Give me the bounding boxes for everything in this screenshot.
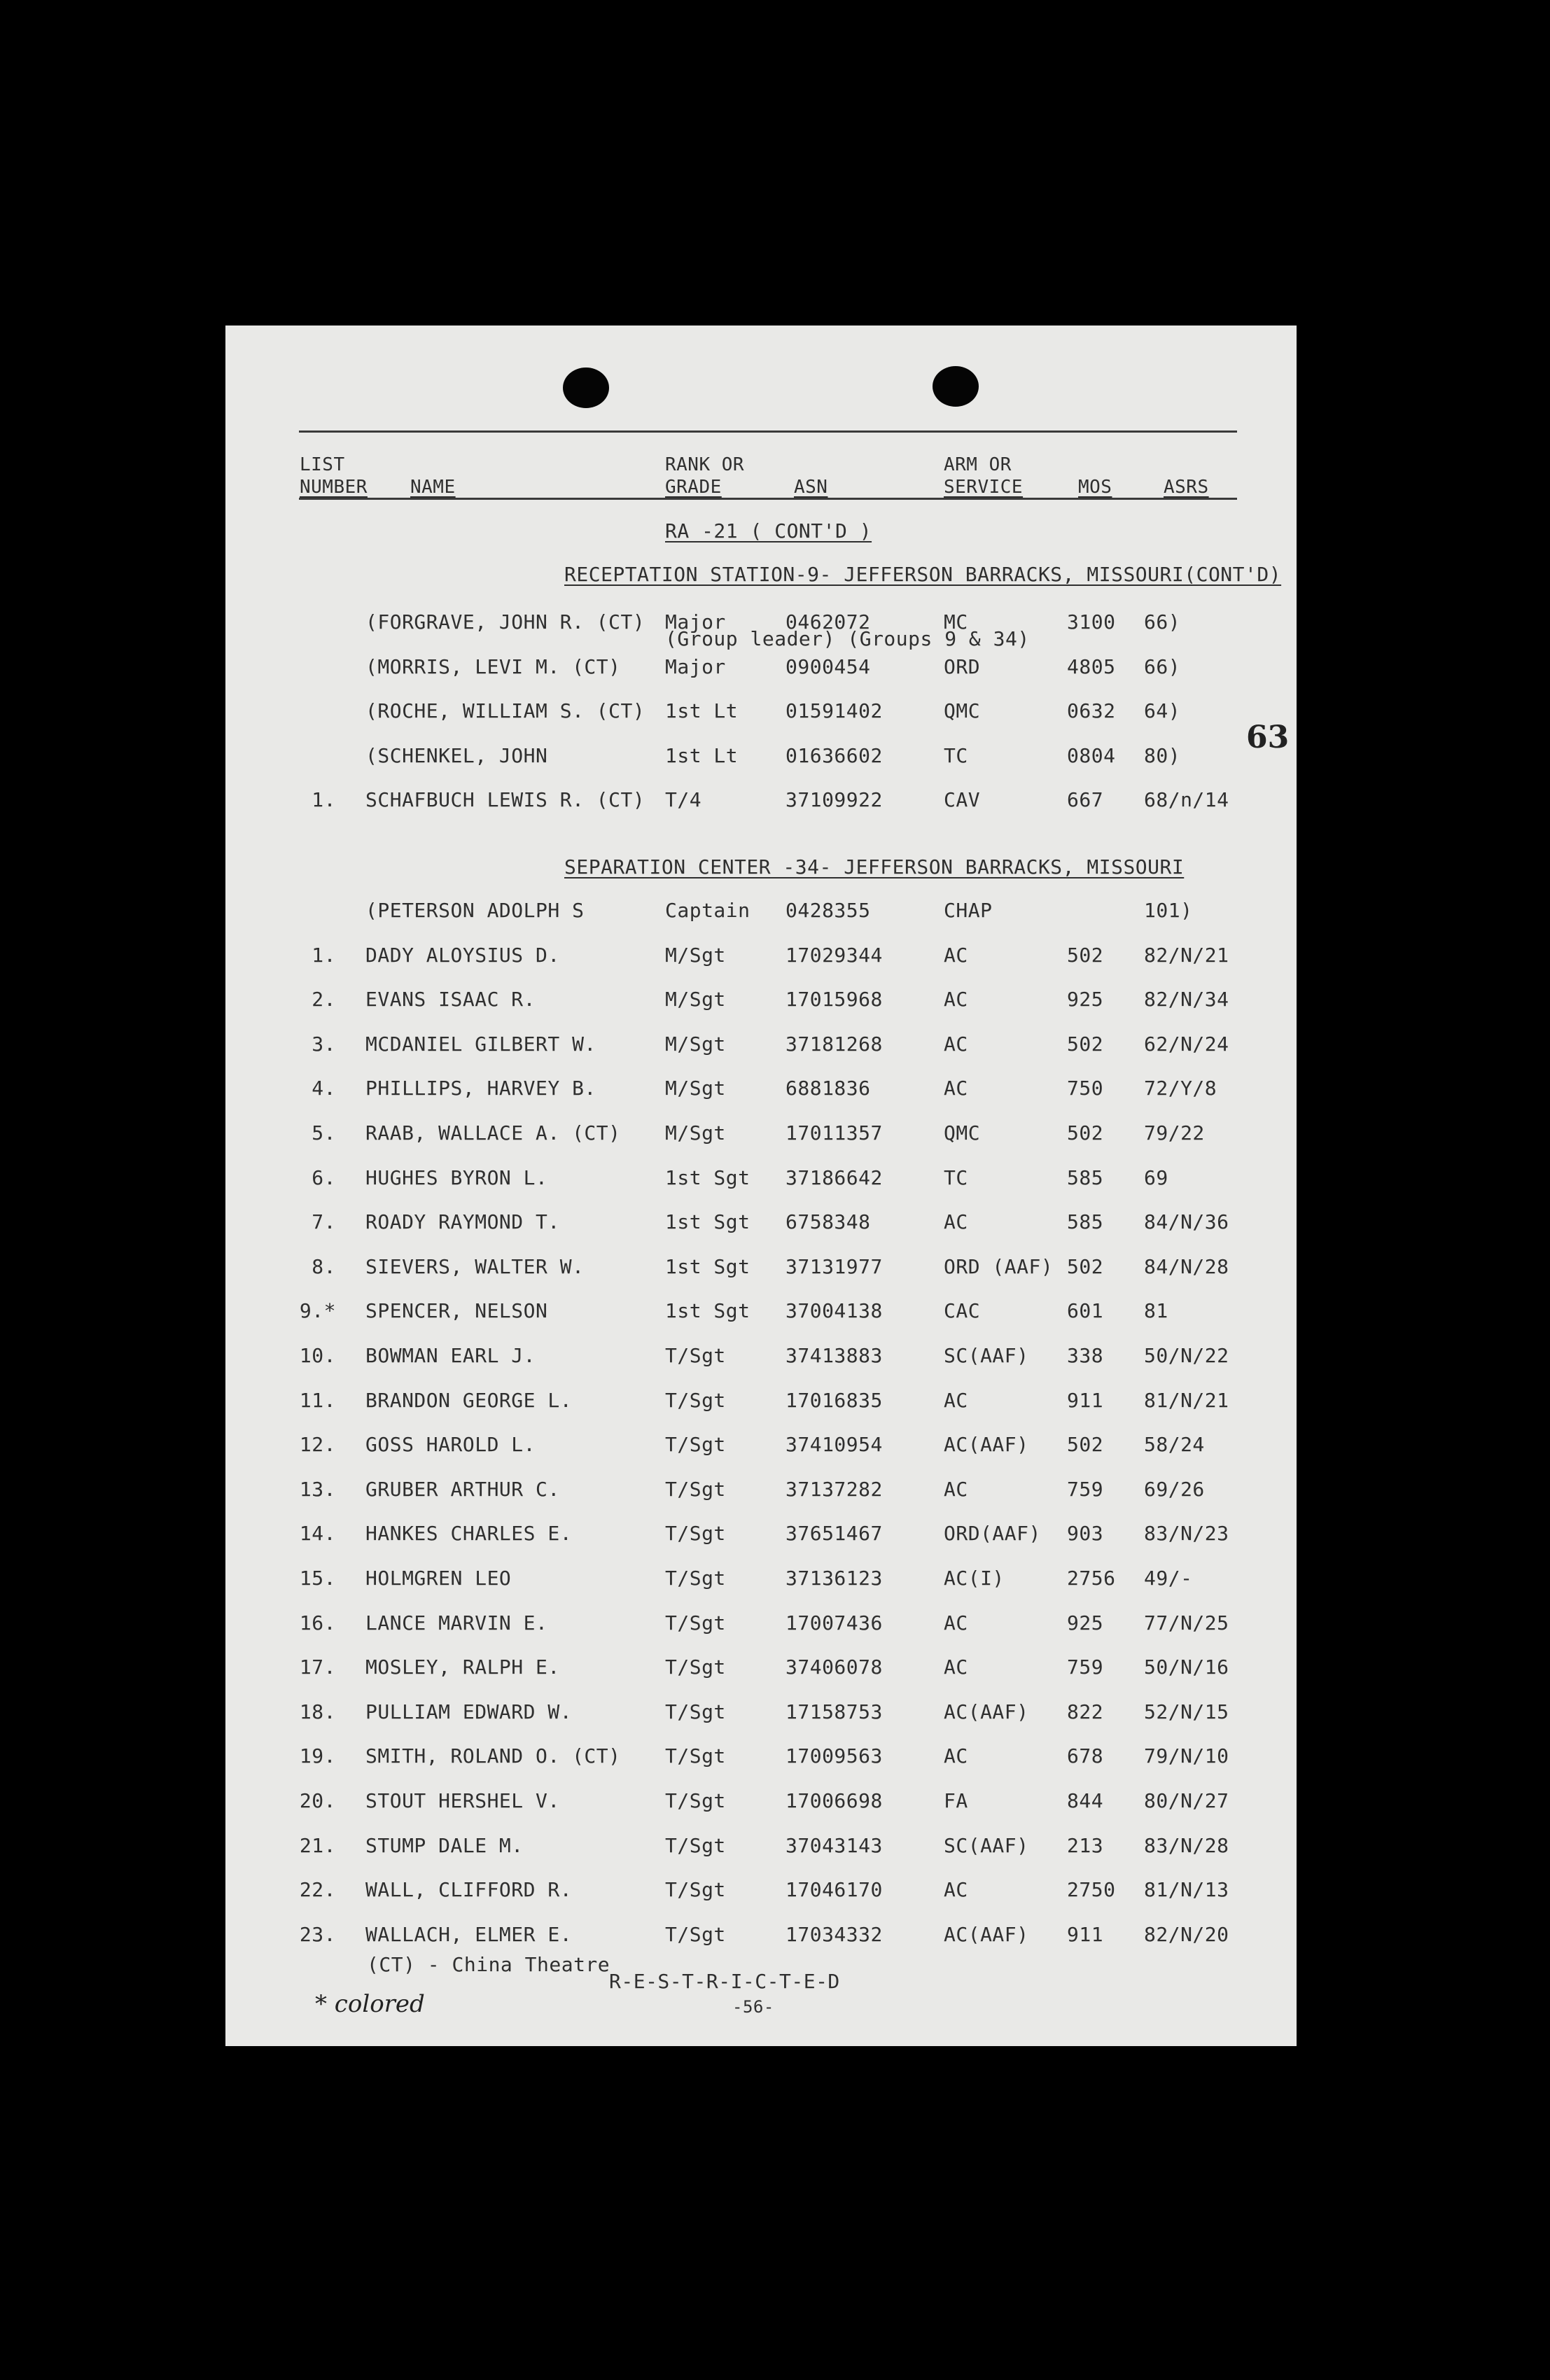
cell-name: HOLMGREN LEO [365, 1567, 512, 1590]
cell-name: (MORRIS, LEVI M. (CT) [365, 654, 621, 678]
cell-grade: M/Sgt [665, 1121, 726, 1144]
cell-arm: TC [944, 1166, 968, 1189]
cell-arm: QMC [944, 699, 981, 722]
cell-mos: 502 [1067, 1032, 1104, 1056]
header-arm-2: SERVICE [944, 477, 1024, 498]
cell-mos: 502 [1067, 943, 1104, 967]
cell-name: BRANDON GEORGE L. [365, 1388, 573, 1412]
cell-mos: 903 [1067, 1522, 1104, 1546]
cell-num: 16. [299, 1611, 336, 1634]
cell-name: EVANS ISAAC R. [365, 988, 536, 1011]
table-row [225, 1879, 1297, 1907]
cell-name: STOUT HERSHEL V. [365, 1789, 560, 1812]
cell-asrs: 79/22 [1144, 1121, 1205, 1144]
cell-arm: QMC [944, 1121, 981, 1144]
cell-asrs: 77/N/25 [1144, 1611, 1229, 1634]
header-list-number-1: LIST [300, 454, 345, 475]
cell-name: (FORGRAVE, JOHN R. (CT) [365, 610, 645, 634]
table-row [225, 1211, 1297, 1239]
cell-asn: 37131977 [786, 1254, 883, 1278]
handwritten-colored-note: * colored [315, 1990, 425, 2018]
table-row [225, 944, 1297, 972]
cell-asn: 37413883 [786, 1344, 883, 1367]
cell-name: SPENCER, NELSON [365, 1299, 548, 1323]
table-row [225, 1745, 1297, 1773]
cell-grade: 1st Sgt [665, 1254, 750, 1278]
cell-asn: 37651467 [786, 1522, 883, 1546]
cell-mos: 2756 [1067, 1567, 1116, 1590]
cell-asrs: 83/N/23 [1144, 1522, 1229, 1546]
table-row [225, 899, 1297, 927]
cell-name: WALL, CLIFFORD R. [365, 1878, 573, 1902]
cell-num: 2. [312, 988, 336, 1011]
table-row [225, 745, 1297, 773]
cell-arm: AC(AAF) [944, 1922, 1029, 1946]
footer-page-number: -56- [732, 1997, 774, 2017]
cell-asn: 17046170 [786, 1878, 883, 1902]
table-row [225, 1790, 1297, 1818]
cell-asn: 6881836 [786, 1077, 871, 1100]
cell-arm: AC [944, 1032, 968, 1056]
cell-name: STUMP DALE M. [365, 1833, 524, 1857]
cell-arm: AC [944, 1388, 968, 1412]
cell-grade: T/Sgt [665, 1522, 726, 1546]
cell-name: PHILLIPS, HARVEY B. [365, 1077, 596, 1100]
cell-asrs: 62/N/24 [1144, 1032, 1229, 1056]
cell-grade: Major [665, 610, 726, 634]
cell-num: 3. [312, 1032, 336, 1056]
cell-grade: 1st Sgt [665, 1299, 750, 1323]
cell-asrs: 50/N/16 [1144, 1656, 1229, 1679]
table-row [225, 1434, 1297, 1462]
cell-arm: MC [944, 610, 968, 634]
cell-mos: 911 [1067, 1388, 1104, 1412]
side-page-number: 63 [1246, 720, 1290, 755]
cell-asrs: 81/N/13 [1144, 1878, 1229, 1902]
cell-asrs: 82/N/21 [1144, 943, 1229, 967]
cell-grade: 1st Sgt [665, 1210, 750, 1234]
cell-num: 4. [312, 1077, 336, 1100]
table-row [225, 700, 1297, 728]
cell-num: 20. [299, 1789, 336, 1812]
cell-grade: T/Sgt [665, 1922, 726, 1946]
cell-asn: 37004138 [786, 1299, 883, 1323]
cell-asrs: 58/24 [1144, 1433, 1205, 1457]
cell-mos: 601 [1067, 1299, 1104, 1323]
cell-grade: M/Sgt [665, 1032, 726, 1056]
punch-hole-left [563, 368, 609, 408]
header-asrs: ASRS [1164, 477, 1209, 498]
cell-asrs: 84/N/36 [1144, 1210, 1229, 1234]
cell-asn: 17158753 [786, 1700, 883, 1723]
cell-name: MOSLEY, RALPH E. [365, 1656, 560, 1679]
cell-name: LANCE MARVIN E. [365, 1611, 548, 1634]
table-row [225, 656, 1297, 684]
cell-asn: 17007436 [786, 1611, 883, 1634]
cell-mos: 213 [1067, 1833, 1104, 1857]
cell-grade: Major [665, 654, 726, 678]
cell-arm: AC [944, 943, 968, 967]
cell-name: GOSS HAROLD L. [365, 1433, 536, 1457]
cell-grade: 1st Lt [665, 743, 739, 767]
cell-asn: 37406078 [786, 1656, 883, 1679]
table-row [225, 1390, 1297, 1418]
cell-num: 6. [312, 1166, 336, 1189]
table-row [225, 1656, 1297, 1684]
table-row [225, 1167, 1297, 1195]
cell-name: DADY ALOYSIUS D. [365, 943, 560, 967]
cell-name: ROADY RAYMOND T. [365, 1210, 560, 1234]
table-row [225, 1122, 1297, 1150]
header-rank-2: GRADE [665, 477, 722, 498]
cell-asrs: 50/N/22 [1144, 1344, 1229, 1367]
subtitle: RA -21 ( CONT'D ) [665, 519, 872, 542]
header-asn: ASN [794, 477, 828, 498]
cell-arm: ORD (AAF) [944, 1254, 1054, 1278]
cell-num: 8. [312, 1254, 336, 1278]
cell-name: (ROCHE, WILLIAM S. (CT) [365, 699, 645, 722]
cell-num: 9.* [299, 1299, 336, 1323]
cell-grade: Captain [665, 899, 750, 922]
header-arm-1: ARM OR [944, 454, 1012, 475]
cell-arm: AC [944, 1210, 968, 1234]
cell-name: PULLIAM EDWARD W. [365, 1700, 573, 1723]
cell-grade: T/4 [665, 788, 702, 811]
cell-num: 13. [299, 1477, 336, 1501]
table-row [225, 1924, 1297, 1952]
cell-grade: T/Sgt [665, 1656, 726, 1679]
cell-mos: 759 [1067, 1477, 1104, 1501]
cell-arm: AC [944, 1611, 968, 1634]
cell-asn: 37136123 [786, 1567, 883, 1590]
cell-asrs: 72/Y/8 [1144, 1077, 1217, 1100]
cell-grade: T/Sgt [665, 1477, 726, 1501]
cell-asrs: 69/26 [1144, 1477, 1205, 1501]
table-row [225, 1835, 1297, 1863]
cell-name: RAAB, WALLACE A. (CT) [365, 1121, 621, 1144]
cell-asn: 6758348 [786, 1210, 871, 1234]
cell-asn: 17016835 [786, 1388, 883, 1412]
cell-grade: T/Sgt [665, 1611, 726, 1634]
cell-mos: 925 [1067, 988, 1104, 1011]
section2-title: SEPARATION CENTER -34- JEFFERSON BARRACKS, MISSOURI [564, 855, 1185, 878]
cell-mos: 678 [1067, 1744, 1104, 1768]
cell-mos: 3100 [1067, 610, 1116, 634]
cell-arm: AC [944, 988, 968, 1011]
cell-name: MCDANIEL GILBERT W. [365, 1032, 596, 1056]
cell-grade: T/Sgt [665, 1388, 726, 1412]
header-mos: MOS [1078, 477, 1112, 498]
cell-mos: 750 [1067, 1077, 1104, 1100]
cell-mos: 502 [1067, 1433, 1104, 1457]
cell-grade: T/Sgt [665, 1344, 726, 1367]
cell-mos: 822 [1067, 1700, 1104, 1723]
cell-num: 17. [299, 1656, 336, 1679]
cell-num: 5. [312, 1121, 336, 1144]
cell-asn: 17015968 [786, 988, 883, 1011]
cell-asn: 37109922 [786, 788, 883, 811]
cell-num: 14. [299, 1522, 336, 1546]
cell-num: 7. [312, 1210, 336, 1234]
cell-mos: 759 [1067, 1656, 1104, 1679]
cell-asrs: 66) [1144, 654, 1181, 678]
cell-num: 12. [299, 1433, 336, 1457]
table-row [225, 1522, 1297, 1550]
cell-grade: T/Sgt [665, 1789, 726, 1812]
cell-grade: M/Sgt [665, 988, 726, 1011]
cell-asrs: 69 [1144, 1166, 1168, 1189]
section1-title: RECEPTATION STATION-9- JEFFERSON BARRACKS, MISSOURI(CONT'D) [564, 563, 1282, 586]
cell-num: 19. [299, 1744, 336, 1768]
header-list-number-2: NUMBER [300, 477, 368, 498]
cell-mos: 844 [1067, 1789, 1104, 1812]
cell-arm: CAV [944, 788, 981, 811]
cell-num: 23. [299, 1922, 336, 1946]
cell-grade: T/Sgt [665, 1833, 726, 1857]
cell-arm: AC [944, 1477, 968, 1501]
cell-arm: AC [944, 1077, 968, 1100]
cell-asrs: 49/- [1144, 1567, 1193, 1590]
cell-grade: M/Sgt [665, 1077, 726, 1100]
cell-grade: T/Sgt [665, 1433, 726, 1457]
cell-num: 10. [299, 1344, 336, 1367]
cell-num: 1. [312, 788, 336, 811]
cell-mos: 4805 [1067, 654, 1116, 678]
cell-asrs: 81/N/21 [1144, 1388, 1229, 1412]
cell-mos: 0632 [1067, 699, 1116, 722]
table-row [225, 1567, 1297, 1595]
cell-mos: 585 [1067, 1210, 1104, 1234]
cell-name: HUGHES BYRON L. [365, 1166, 548, 1189]
cell-arm: CHAP [944, 899, 993, 922]
cell-grade: T/Sgt [665, 1878, 726, 1902]
cell-mos: 2750 [1067, 1878, 1116, 1902]
cell-mos: 338 [1067, 1344, 1104, 1367]
cell-name: (PETERSON ADOLPH S [365, 899, 585, 922]
cell-asrs: 66) [1144, 610, 1181, 634]
document-page [225, 326, 1297, 2046]
header-rank-1: RANK OR [665, 454, 745, 475]
cell-mos: 0804 [1067, 743, 1116, 767]
footer-ct-note: (CT) - China Theatre [367, 1953, 610, 1976]
cell-grade: T/Sgt [665, 1744, 726, 1768]
cell-arm: SC(AAF) [944, 1344, 1029, 1367]
cell-arm: ORD [944, 654, 981, 678]
cell-name: SMITH, ROLAND O. (CT) [365, 1744, 621, 1768]
table-row [225, 1300, 1297, 1328]
cell-arm: FA [944, 1789, 968, 1812]
cell-arm: SC(AAF) [944, 1833, 1029, 1857]
cell-num: 11. [299, 1388, 336, 1412]
group-leader-note: (Group leader) (Groups 9 & 34) [665, 627, 1030, 650]
cell-arm: ORD(AAF) [944, 1522, 1041, 1546]
table-row [225, 1345, 1297, 1373]
cell-asn: 17034332 [786, 1922, 883, 1946]
cell-asrs: 52/N/15 [1144, 1700, 1229, 1723]
cell-arm: CAC [944, 1299, 981, 1323]
cell-asrs: 79/N/10 [1144, 1744, 1229, 1768]
cell-grade: 1st Sgt [665, 1166, 750, 1189]
cell-asrs: 82/N/34 [1144, 988, 1229, 1011]
cell-name: WALLACH, ELMER E. [365, 1922, 573, 1946]
cell-num: 18. [299, 1700, 336, 1723]
cell-asn: 37043143 [786, 1833, 883, 1857]
cell-asrs: 68/n/14 [1144, 788, 1229, 811]
cell-mos: 925 [1067, 1611, 1104, 1634]
cell-arm: AC(AAF) [944, 1700, 1029, 1723]
cell-grade: T/Sgt [665, 1700, 726, 1723]
cell-mos: 911 [1067, 1922, 1104, 1946]
cell-arm: AC [944, 1878, 968, 1902]
cell-name: HANKES CHARLES E. [365, 1522, 573, 1546]
cell-asrs: 83/N/28 [1144, 1833, 1229, 1857]
cell-asn: 17009563 [786, 1744, 883, 1768]
cell-name: BOWMAN EARL J. [365, 1344, 536, 1367]
cell-asn: 01636602 [786, 743, 883, 767]
table-row [225, 1612, 1297, 1640]
cell-num: 15. [299, 1567, 336, 1590]
cell-grade: T/Sgt [665, 1567, 726, 1590]
cell-asrs: 82/N/20 [1144, 1922, 1229, 1946]
cell-asn: 0900454 [786, 654, 871, 678]
cell-asn: 37186642 [786, 1166, 883, 1189]
cell-asrs: 101) [1144, 899, 1193, 922]
footer-restricted: R-E-S-T-R-I-C-T-E-D [609, 1970, 840, 1993]
cell-mos: 502 [1067, 1121, 1104, 1144]
cell-asrs: 64) [1144, 699, 1181, 722]
cell-arm: AC(I) [944, 1567, 1005, 1590]
cell-asn: 01591402 [786, 699, 883, 722]
cell-name: GRUBER ARTHUR C. [365, 1477, 560, 1501]
table-row [225, 789, 1297, 817]
table-row [225, 1077, 1297, 1105]
cell-asrs: 81 [1144, 1299, 1168, 1323]
cell-asrs: 84/N/28 [1144, 1254, 1229, 1278]
cell-asn: 0462072 [786, 610, 871, 634]
cell-mos: 667 [1067, 788, 1104, 811]
cell-arm: AC [944, 1656, 968, 1679]
cell-asn: 37137282 [786, 1477, 883, 1501]
cell-asn: 17029344 [786, 943, 883, 967]
cell-num: 1. [312, 943, 336, 967]
cell-num: 21. [299, 1833, 336, 1857]
top-rule [299, 430, 1237, 433]
cell-grade: 1st Lt [665, 699, 739, 722]
table-row [225, 1478, 1297, 1506]
punch-hole-right [933, 366, 979, 407]
table-row [225, 1701, 1297, 1729]
cell-asn: 17011357 [786, 1121, 883, 1144]
cell-name: (SCHENKEL, JOHN [365, 743, 548, 767]
cell-asn: 0428355 [786, 899, 871, 922]
cell-name: SIEVERS, WALTER W. [365, 1254, 585, 1278]
table-row [225, 1256, 1297, 1284]
cell-name: SCHAFBUCH LEWIS R. (CT) [365, 788, 645, 811]
cell-mos: 585 [1067, 1166, 1104, 1189]
cell-asn: 37181268 [786, 1032, 883, 1056]
cell-grade: M/Sgt [665, 943, 726, 967]
table-row [225, 1033, 1297, 1061]
cell-arm: AC(AAF) [944, 1433, 1029, 1457]
cell-asrs: 80) [1144, 743, 1181, 767]
header-rule [299, 498, 1237, 500]
cell-asn: 37410954 [786, 1433, 883, 1457]
cell-asn: 17006698 [786, 1789, 883, 1812]
table-row [225, 988, 1297, 1016]
cell-mos: 502 [1067, 1254, 1104, 1278]
cell-asrs: 80/N/27 [1144, 1789, 1229, 1812]
cell-arm: TC [944, 743, 968, 767]
cell-num: 22. [299, 1878, 336, 1902]
cell-arm: AC [944, 1744, 968, 1768]
header-name: NAME [410, 477, 456, 498]
